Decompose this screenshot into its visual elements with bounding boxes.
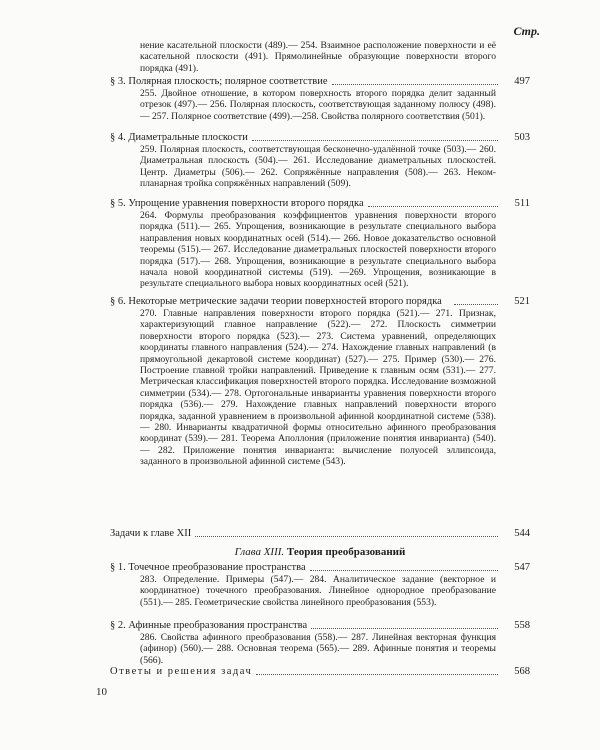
section-page: 547 — [514, 562, 530, 573]
chapter-number: Глава XIII. — [234, 546, 285, 558]
toc-section-6 — [110, 296, 530, 468]
section-title-row — [110, 562, 530, 574]
section-body: 286. Свойства афинного преобразования (558).— 287. Линейная векторная функция (афинор) (560).— 288. Основная теорема (565).— 289. Афинные понятия и теоремы (566). — [140, 632, 496, 666]
intro-block — [110, 40, 530, 74]
toc-chapter-section-2 — [110, 620, 530, 666]
dot-leader — [454, 303, 498, 305]
toc-section-4 — [110, 132, 530, 190]
section-page: 521 — [514, 296, 530, 307]
section-title-row — [110, 620, 530, 632]
section-body: 264. Формулы преобразования коэффициентов уравнения поверхности второго порядка (511).— 265. Упрощения, возникающие в результате специального выбора направления новых координатных осей (514).— 266. Новое доказательство основной теоремы (515).— 267. Исследование диаметральных плоскостей поверхности второго порядка (517).— 268. Упрощения, возникающие в результате специального выбора начала новой координатной системы (519). —269. Упрощения, возникающие в результате специального выбора новых координатных осей (521). — [140, 210, 496, 290]
dot-leader — [311, 627, 498, 629]
dot-leader — [368, 205, 498, 207]
section-body: 283. Определение. Примеры (547).— 284. Аналитическое задание (векторное и координатное) точечного преобразования. Линейное однородное преобразование (551).— 285. Геометрические свойства линейного преобразования (553). — [140, 574, 496, 608]
answers-page: 568 — [514, 666, 530, 677]
toc-section-3 — [110, 76, 530, 122]
tasks-title: Задачи к главе XII — [110, 528, 192, 539]
page-number: 10 — [96, 686, 107, 698]
dot-leader — [332, 83, 498, 85]
page-column-label: Стр. — [513, 24, 540, 38]
toc-section-5 — [110, 198, 530, 290]
toc-chapter-section-1 — [110, 562, 530, 608]
section-page: 497 — [514, 76, 530, 87]
dot-leader — [310, 569, 498, 571]
section-title: § 3. Полярная плоскость; полярное соответствие — [110, 76, 328, 87]
dot-leader — [256, 673, 498, 675]
section-title: § 4. Диаметральные плоскости — [110, 132, 248, 143]
section-title-row — [110, 198, 530, 210]
section-page: 503 — [514, 132, 530, 143]
tasks-page: 544 — [514, 528, 530, 539]
section-page: 558 — [514, 620, 530, 631]
section-title: § 2. Афинные преобразования пространства — [110, 620, 308, 631]
dot-leader — [195, 535, 498, 537]
section-title-row — [110, 528, 530, 540]
section-body: 259. Полярная плоскость, соответствующая бесконечно-удалённой точке (503).— 260. Диаметральная плоскость (504).— 261. Исследование диаметральных плоскостей. Центр. Диаметры (506).— 262. Сопряжённые направления (508).— 263. Неком-планарная тройка сопряжённых направлений (509). — [140, 144, 496, 190]
intro-text: нение касательной плоскости (489).— 254. Взаимное расположение поверхности и её касательной плоскости (491). Прямолинейные образующие поверхности второго порядка (491). — [140, 40, 496, 74]
section-title-row — [110, 666, 530, 678]
section-title-row — [110, 76, 530, 88]
toc-tasks — [110, 528, 530, 540]
toc-answers — [110, 666, 530, 678]
section-body: 255. Двойное отношение, в котором поверхность второго порядка делит заданный отрезок (497).— 256. Полярная плоскость, соответствующая заданному полюсу (498).— 257. Полярное соответствие (499).—258. Свойства полярного соответствия (501). — [140, 88, 496, 122]
section-title: § 6. Некоторые метрические задачи теории поверхностей второго порядка — [110, 296, 442, 307]
section-title: § 1. Точечное преобразование пространства — [110, 562, 306, 573]
section-page: 511 — [514, 198, 530, 209]
answers-title: Ответы и решения задач — [110, 666, 253, 677]
dot-leader — [252, 139, 498, 141]
section-title-row — [110, 132, 530, 144]
section-title-row — [110, 296, 530, 308]
chapter-heading — [110, 546, 530, 558]
chapter-title: Теория преобразований — [286, 546, 406, 558]
section-title: § 5. Упрощение уравнения поверхности второго порядка — [110, 198, 364, 209]
section-body: 270. Главные направления поверхности второго порядка (521).— 271. Признак, характеризующий главное направление (522).— 272. Плоскость симметрии поверхности второго порядка (523).— 273. Система уравнений, определяющих координаты главного направления (524).— 274. Нахождение главных направлений (в прямоугольной декартовой системе координат) (527).— 275. Пример (530).— 276. Построение главной тройки направлений. Приведение к главным осям (531).— 277. Метрическая классификация поверхностей второго порядка. Исследование возможной симметрии (534).— 278. Ортогональные инварианты уравнения поверхности второго порядка (536).— 279. Нахождение главных направлений поверхности второго порядка, заданной уравнением в произвольной афинной координатной системе (538).— 280. Инварианты квадратичной формы относительно афинного преобразования координат (539).— 281. Теорема Аполлония (приложение понятия инварианта) (540).— 282. Приложение понятия инварианта: вычисление полуосей эллипсоида, заданного в произвольной афинной системе (543). — [140, 308, 496, 468]
